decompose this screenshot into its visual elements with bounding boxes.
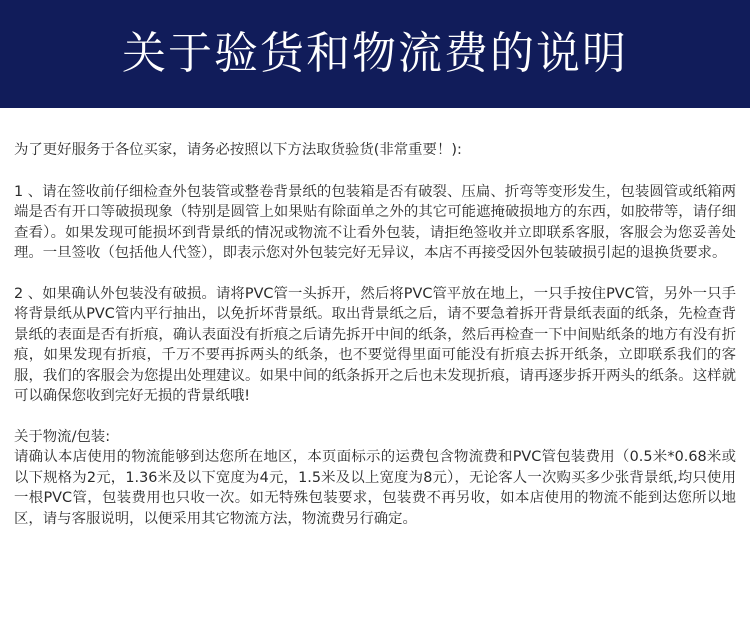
page-title: 关于验货和物流费的说明: [122, 28, 628, 79]
notice-content: [14, 140, 736, 529]
instruction-paragraph-2: 2 、如果确认外包装没有破损。请将PVC管一头拆开，然后将PVC管平放在地上，一只手按住PVC管，另外一只手将背景纸从PVC管内平行抽出，以免折坏背景纸。取出背景纸之后，请不要急着拆开背景纸表面的纸条，先检查背景纸的表面是否有折痕，确认表面没有折痕之后请先拆开中间的纸条，然后再检查一下中间贴纸条的地方有没有折痕，如果发现有折痕，千万不要再拆两头的纸条，也不要觉得里面可能没有折痕去拆开纸条，立即联系我们的客服，我们的客服会为您提出处理建议。如果中间的纸条拆开之后也未发现折痕，请再逐步拆开两头的纸条。这样就可以确保您收到完好无损的背景纸哦!: [14, 285, 736, 404]
instruction-paragraph-1: 1 、请在签收前仔细检查外包装管或整卷背景纸的包装箱是否有破裂、压扁、折弯等变形发生，包装圆管或纸箱两端是否有开口等破损现象（特别是圆管上如果贴有除面单之外的其它可能遮掩破损地方的东西，如胶带等，请仔细查看）。如果发现可能损坏到背景纸的情况或物流不让看外包装，请拒绝签收并立即联系客服，客服会为您妥善处理。一旦签收（包括他人代签），即表示您对外包装完好无异议，本店不再接受因外包装破损引起的退换货要求。: [14, 183, 736, 261]
intro-text: 为了更好服务于各位买家，请务必按照以下方法取货验货(非常重要！):: [14, 142, 462, 158]
title-banner: [0, 0, 750, 108]
logistics-heading: 关于物流/包装:: [14, 428, 111, 445]
logistics-paragraph: 请确认本店使用的物流能够到达您所在地区，本页面标示的运费包含物流费和PVC管包装费用（0.5米*0.68米或以下规格为2元，1.36米及以下宽度为4元，1.5米及以上宽度为8元），无论客人一次购买多少张背景纸,均只使用一根PVC管，包装费用也只收一次。如无特殊包装要求，包装费不再另收，如本店使用的物流不能到达您所以地区，请与客服说明，以便采用其它物流方法，物流费另行确定。: [14, 449, 736, 527]
